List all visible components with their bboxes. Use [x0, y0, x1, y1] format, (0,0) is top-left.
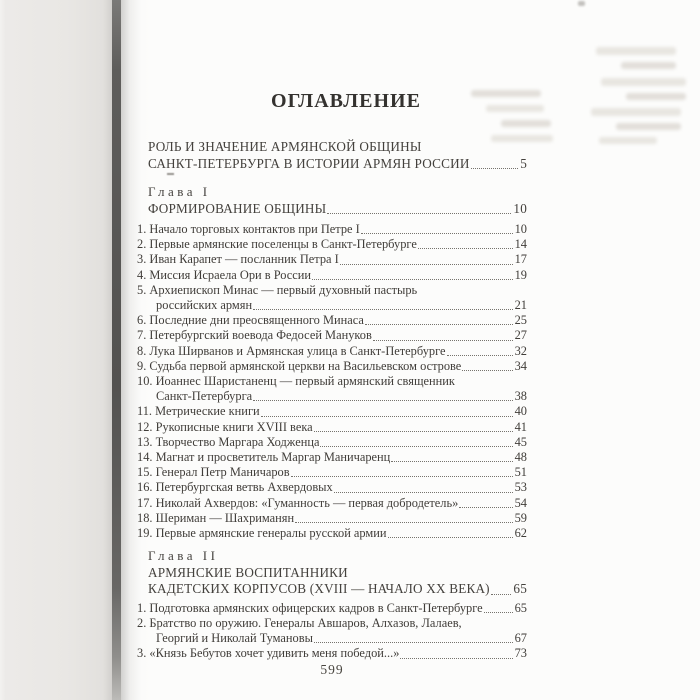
toc-entry-page: 59	[514, 510, 527, 525]
toc-entry-text: 15. Генерал Петр Маничаров	[137, 465, 290, 480]
toc-entry	[137, 601, 527, 616]
dotted-leader	[388, 537, 513, 538]
toc-entry-text: 9. Судьба первой армянской церкви на Васильевском острове	[137, 358, 462, 373]
toc-entry	[137, 237, 527, 252]
toc-entry-text: 18. Шериман — Шахриманян	[137, 510, 295, 525]
dotted-leader	[320, 446, 512, 447]
toc-entry	[137, 298, 527, 313]
toc-entry	[137, 511, 527, 526]
toc-entry-page: 65	[513, 581, 527, 597]
toc-entry	[137, 616, 527, 631]
toc-entry-text: 2. Братство по оружию. Генералы Авшаров, Алхазов, Лалаев,	[137, 615, 462, 630]
dotted-leader	[334, 492, 513, 493]
toc-entry	[148, 138, 527, 155]
toc-entry-text: российских армян	[156, 298, 253, 313]
toc-section	[137, 138, 527, 172]
toc-entry	[137, 646, 527, 661]
dotted-leader	[312, 279, 513, 280]
toc-entry-text: 5. Архиепископ Минас — первый духовный пастырь	[137, 282, 418, 297]
toc-entry-page: 21	[514, 298, 527, 313]
toc-entry-text: 6. Последние дни преосвященного Минаса	[137, 313, 364, 328]
toc-entry-page: 53	[514, 480, 527, 495]
toc-entry-page: 67	[514, 631, 527, 646]
dotted-leader	[314, 642, 513, 643]
dotted-leader	[391, 461, 512, 462]
bleed-through-text	[601, 78, 686, 86]
toc-entry	[137, 526, 527, 541]
toc-entry-text: 14. Магнат и просветитель Маргар Маничаренц	[137, 450, 391, 465]
toc-entry	[137, 344, 527, 359]
dotted-leader	[484, 612, 513, 613]
toc-entry-text: 8. Лука Ширванов и Армянская улица в Санкт-Петербурге	[137, 343, 446, 358]
dotted-leader	[471, 168, 519, 169]
toc-entry-page: 10	[514, 222, 527, 236]
dotted-leader	[491, 594, 512, 595]
toc-entry	[137, 420, 527, 435]
dotted-leader	[314, 431, 513, 432]
dotted-leader	[291, 476, 513, 477]
toc-entry-text: 2. Первые армянские поселенцы в Санкт-Петербурге	[137, 237, 417, 252]
toc-entry	[137, 359, 527, 374]
bleed-through-text	[626, 93, 686, 100]
toc-entry-page: 10	[513, 200, 527, 216]
toc-entry-page: 34	[514, 358, 527, 373]
bleed-through-text	[501, 120, 551, 127]
dotted-leader	[253, 309, 513, 310]
dotted-leader	[361, 233, 513, 234]
toc-entry-page: 27	[514, 328, 527, 343]
toc-entry-text: 10. Иоаннес Шаристаненц — первый армянский священник	[137, 374, 455, 389]
toc-entry-page: 54	[514, 495, 527, 510]
toc-entry-page: 65	[514, 600, 527, 615]
toc-entry	[137, 435, 527, 450]
toc-entry	[137, 283, 527, 298]
book-backdrop	[0, 0, 112, 700]
book-page	[121, 0, 700, 700]
toc-entry-text: 16. Петербургская ветвь Ахвердовых	[137, 480, 333, 495]
toc-entry	[137, 328, 527, 343]
toc-entry	[137, 496, 527, 511]
toc-entry	[137, 222, 527, 237]
toc-entry-page: 73	[514, 646, 527, 661]
toc-entry-page: 25	[514, 313, 527, 328]
toc-entry-page: 62	[514, 526, 527, 541]
page-number: 599	[320, 662, 344, 677]
toc-entry	[137, 404, 527, 419]
toc-entry-text: 1. Подготовка армянских офицерских кадров в Санкт-Петербурге	[137, 600, 483, 615]
toc-entry-text: Глава I	[148, 184, 211, 199]
dotted-leader	[340, 264, 513, 265]
toc-entry-text: Глава II	[148, 548, 219, 564]
dotted-leader	[418, 248, 513, 249]
toc-entry-text: РОЛЬ И ЗНАЧЕНИЕ АРМЯНСКОЙ ОБЩИНЫ	[148, 139, 422, 154]
toc-entry-page: 5	[520, 156, 527, 171]
toc-section	[137, 601, 527, 662]
dotted-leader	[462, 370, 512, 371]
toc-entry-page: 45	[514, 434, 527, 449]
toc-section	[137, 222, 527, 541]
toc-entry-text: 11. Метрические книги	[137, 404, 260, 419]
toc-entry-page: 40	[514, 404, 527, 419]
toc-entry	[137, 631, 527, 646]
scan-artifact	[578, 1, 585, 6]
toc-entry	[137, 313, 527, 328]
toc-entry	[148, 155, 527, 172]
toc-entry-text: 17. Николай Ахвердов: «Гуманность — первая добродетель»	[137, 495, 459, 510]
toc-entry-page: 38	[514, 389, 527, 404]
toc-entry	[137, 252, 527, 267]
toc-entry-text: ФОРМИРОВАНИЕ ОБЩИНЫ	[148, 200, 327, 216]
toc-entry	[148, 548, 527, 565]
table-of-contents	[137, 138, 527, 662]
dotted-leader	[373, 340, 513, 341]
toc-entry-text: КАДЕТСКИХ КОРПУСОВ (XVIII — НАЧАЛО XX ВЕКА)	[148, 581, 490, 597]
dotted-leader	[327, 213, 511, 214]
toc-entry-text: 1. Начало торговых контактов при Петре I	[137, 222, 360, 236]
bleed-through-text	[616, 123, 681, 130]
dotted-leader	[253, 400, 512, 401]
page-title: ОГЛАВЛЕНИЕ	[271, 90, 421, 112]
toc-entry-page: 41	[514, 419, 527, 434]
dotted-leader	[295, 522, 512, 523]
toc-entry-text: 13. Творчество Маргара Ходженца	[137, 434, 320, 449]
toc-entry-page: 32	[514, 343, 527, 358]
toc-entry	[137, 389, 527, 404]
toc-entry-page: 51	[514, 465, 527, 480]
toc-entry	[148, 581, 527, 598]
dotted-leader	[261, 416, 513, 417]
toc-entry	[137, 374, 527, 389]
toc-entry-page: 14	[514, 237, 527, 252]
toc-entry	[137, 450, 527, 465]
toc-entry-text: 12. Рукописные книги XVIII века	[137, 419, 313, 434]
bleed-through-text	[599, 137, 657, 144]
toc-entry	[148, 201, 527, 218]
toc-entry	[148, 184, 527, 201]
toc-entry-text: 19. Первые армянские генералы русской армии	[137, 526, 387, 541]
dotted-leader	[365, 324, 513, 325]
toc-entry-text: 3. «Князь Бебутов хочет удивить меня победой...»	[137, 646, 400, 661]
toc-entry-text: АРМЯНСКИЕ ВОСПИТАННИКИ	[148, 564, 348, 580]
toc-entry-text: Георгий и Николай Тумановы	[156, 631, 313, 646]
toc-entry-page: 48	[514, 450, 527, 465]
toc-entry-page: 17	[514, 252, 527, 267]
bleed-through-text	[591, 108, 681, 116]
toc-entry-text: 3. Иван Карапет — посланник Петра I	[137, 252, 339, 267]
toc-entry	[137, 268, 527, 283]
toc-entry-text: Санкт-Петербурга	[156, 389, 253, 404]
bleed-through-text	[621, 62, 676, 69]
page-gutter-shadow	[112, 0, 121, 700]
toc-entry	[137, 480, 527, 495]
toc-entry-text: 4. Миссия Исраела Ори в России	[137, 267, 312, 282]
toc-entry-page: 19	[514, 267, 527, 282]
toc-entry-text: 7. Петербургский воевода Федосей Мануков	[137, 328, 372, 343]
toc-entry	[137, 465, 527, 480]
toc-entry	[148, 565, 527, 582]
toc-entry-text: САНКТ-ПЕТЕРБУРГА В ИСТОРИИ АРМЯН РОССИИ	[148, 156, 470, 171]
dotted-leader	[400, 658, 512, 659]
toc-section	[137, 184, 527, 217]
dotted-leader	[459, 507, 512, 508]
toc-section	[137, 548, 527, 598]
dotted-leader	[447, 355, 513, 356]
bleed-through-text	[596, 47, 676, 55]
